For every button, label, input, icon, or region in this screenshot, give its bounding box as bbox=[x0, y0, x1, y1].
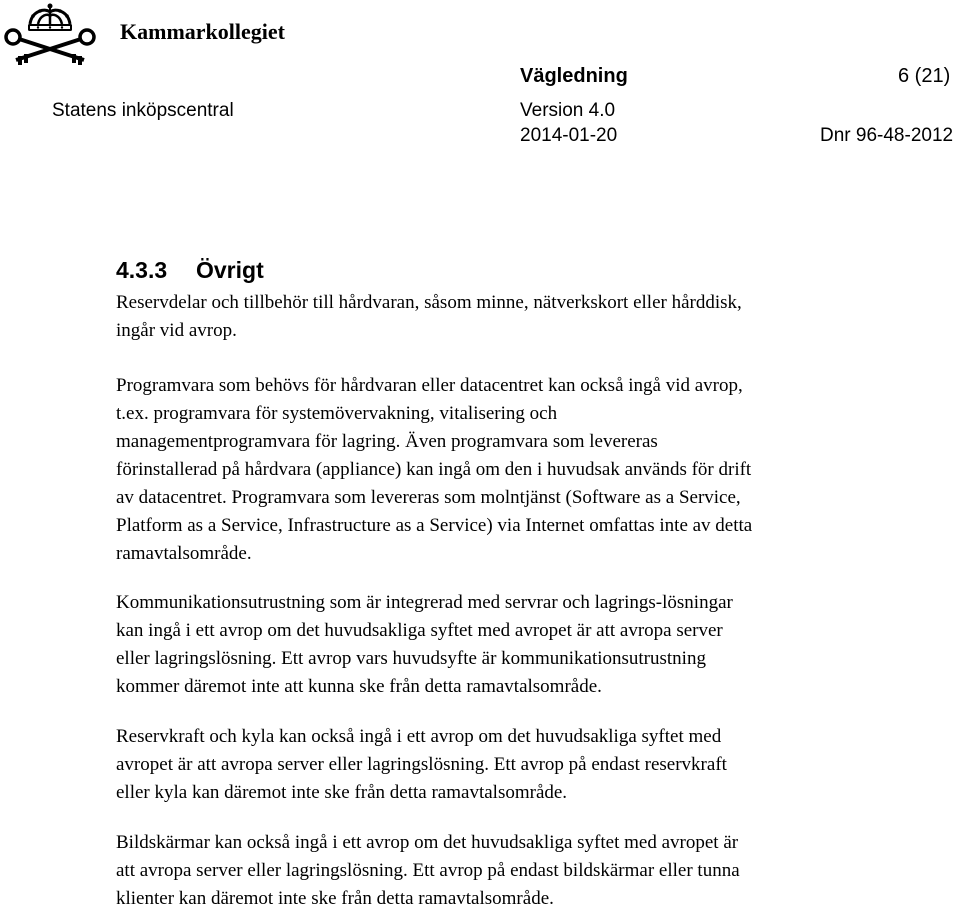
text-line: att avropa server eller lagringslösning. Ett avrop på endast bildskärmar eller tunna bbox=[116, 860, 740, 881]
text-line: Platform as a Service, Infrastructure as a Service) via Internet omfattas inte av detta bbox=[116, 515, 753, 536]
department-name: Statens inköpscentral bbox=[52, 100, 234, 121]
section-heading bbox=[116, 256, 264, 284]
text-line: kan ingå i ett avrop om det huvudsakliga syftet med avropet är att avropa server bbox=[116, 620, 723, 641]
text-line: ingår vid avrop. bbox=[116, 320, 237, 341]
text-line: t.ex. programvara för systemövervakning, vitalisering och bbox=[116, 403, 558, 424]
section-title: Övrigt bbox=[196, 257, 264, 283]
text-line: avropet är att avropa server eller lagringslösning. Ett avrop på endast reservkraft bbox=[116, 754, 727, 775]
section-number: 4.3.3 bbox=[116, 257, 168, 283]
text-line: klienter kan däremot inte ske från detta ramavtalsområde. bbox=[116, 888, 554, 909]
document-date: 2014-01-20 bbox=[520, 125, 618, 146]
paragraph-displays bbox=[116, 829, 916, 913]
text-line: av datacentret. Programvara som levereras som molntjänst (Software as a Service, bbox=[116, 487, 741, 508]
paragraph-spare-parts bbox=[116, 289, 916, 345]
text-line: kommer däremot inte att kunna ske från detta ramavtalsområde. bbox=[116, 676, 602, 697]
page-number: 6 (21) bbox=[898, 65, 951, 87]
paragraph-communication-equipment bbox=[116, 589, 916, 701]
document-type: Vägledning bbox=[520, 65, 628, 87]
registration-number: Dnr 96-48-2012 bbox=[820, 125, 954, 146]
text-line: Kommunikationsutrustning som är integrerad med servrar och lagrings-lösningar bbox=[116, 592, 733, 613]
text-line: Reservkraft och kyla kan också ingå i ett avrop om det huvudsakliga syftet med bbox=[116, 726, 722, 747]
organization-name: Kammarkollegiet bbox=[120, 19, 285, 44]
text-line: ramavtalsområde. bbox=[116, 543, 252, 564]
text-line: eller kyla kan däremot inte ske från detta ramavtalsområde. bbox=[116, 782, 568, 803]
document-version: Version 4.0 bbox=[520, 100, 616, 121]
text-line: Bildskärmar kan också ingå i ett avrop om det huvudsakliga syftet med avropet är bbox=[116, 832, 739, 853]
text-line: förinstallerad på hårdvara (appliance) kan ingå om den i huvudsak används för drift bbox=[116, 459, 752, 480]
text-line: eller lagringslösning. Ett avrop vars huvudsyfte är kommunikationsutrustning bbox=[116, 648, 706, 669]
crown-and-keys-icon bbox=[2, 2, 98, 68]
text-line: managementprogramvara för lagring. Även programvara som levereras bbox=[116, 431, 658, 452]
text-line: Programvara som behövs för hårdvaran eller datacentret kan också ingå vid avrop, bbox=[116, 375, 743, 396]
text-line: Reservdelar och tillbehör till hårdvaran, såsom minne, nätverkskort eller hårddisk, bbox=[116, 292, 742, 313]
paragraph-backup-power-cooling bbox=[116, 723, 916, 807]
paragraph-software bbox=[116, 372, 916, 568]
